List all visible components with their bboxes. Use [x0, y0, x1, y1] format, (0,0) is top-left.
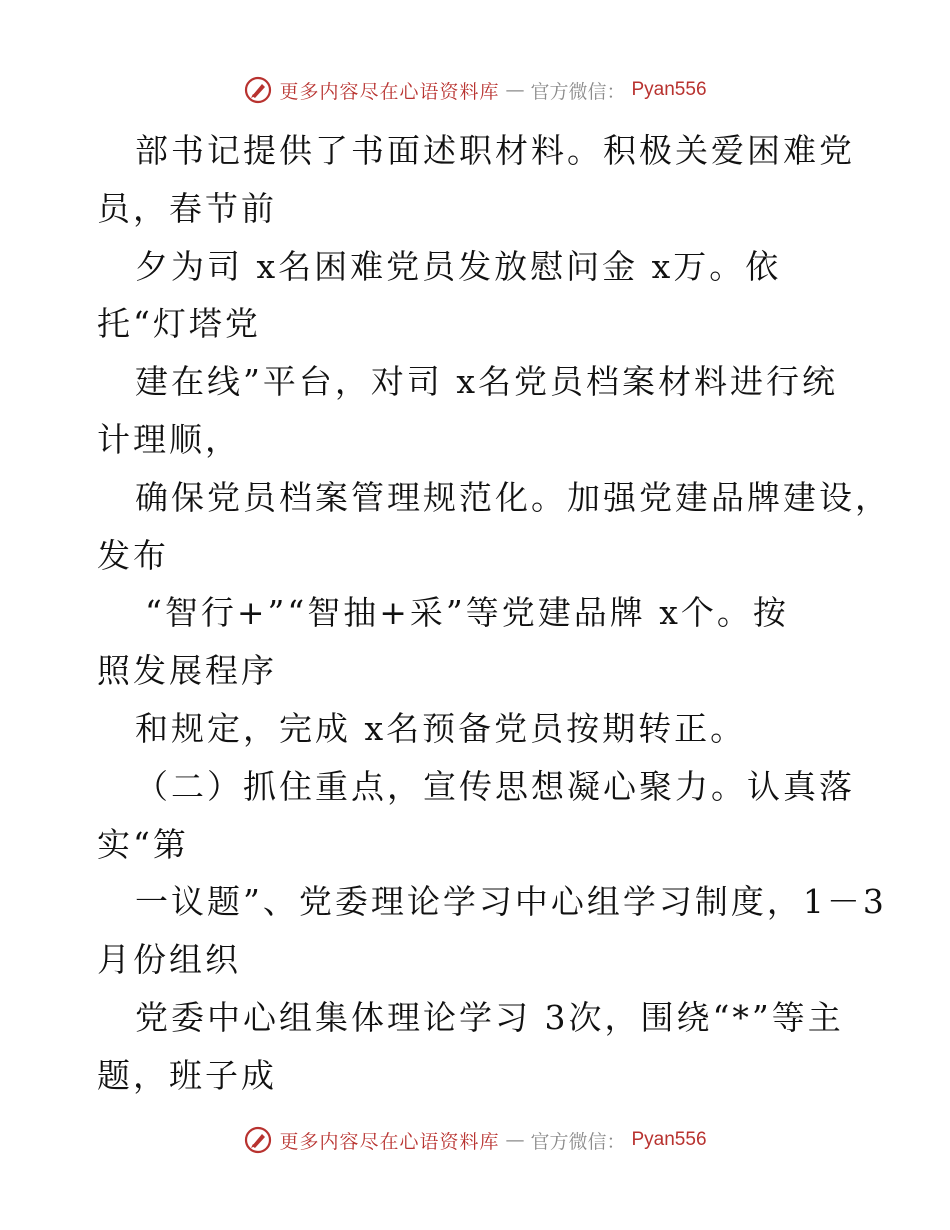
- body-line: 一议题”、党委理论学习中心组学习制度，1－3: [135, 882, 887, 922]
- pen-nib-logo-icon: [243, 75, 273, 105]
- banner-slogan: 更多内容尽在心语资料库: [279, 80, 500, 103]
- body-line: 实“第: [97, 824, 189, 864]
- header-banner: [0, 72, 950, 108]
- body-line: 建在线”平台，对司 x名党员档案材料进行统: [135, 362, 838, 402]
- body-line: 计理顺，: [97, 419, 241, 459]
- body-line: 月份组织: [97, 940, 241, 980]
- banner-official-label: 官方微信：: [530, 1130, 626, 1153]
- banner-wechat-id: Pyan556: [631, 79, 707, 100]
- banner-separator: —: [505, 79, 525, 101]
- section-heading-line: （二）抓住重点，宣传思想凝心聚力。认真落: [135, 766, 855, 806]
- banner-official-label: 官方微信：: [530, 80, 626, 103]
- body-line: 和规定，完成 x名预备党员按期转正。: [135, 708, 747, 748]
- document-body: [97, 122, 891, 1105]
- banner-wechat-id: Pyan556: [631, 1129, 707, 1150]
- body-line: 夕为司 x名困难党员发放慰问金 x万。依: [135, 246, 782, 286]
- body-line: 托“灯塔党: [97, 304, 261, 344]
- footer-banner: [0, 1122, 950, 1158]
- body-line: 党委中心组集体理论学习 3次，围绕“*”等主: [135, 997, 844, 1037]
- body-line: 部书记提供了书面述职材料。积极关爱困难党: [135, 131, 855, 170]
- body-line: “智行+”“智抽+采”等党建品牌 x个。按: [145, 593, 789, 633]
- banner-separator: —: [505, 1129, 525, 1151]
- body-line: 员，春节前: [97, 188, 277, 228]
- pen-nib-logo-icon: [243, 1125, 273, 1155]
- body-line: 照发展程序: [97, 651, 277, 691]
- body-line: 确保党员档案管理规范化。加强党建品牌建设，: [135, 477, 891, 517]
- banner-slogan: 更多内容尽在心语资料库: [279, 1130, 500, 1153]
- body-line: 发布: [97, 535, 169, 575]
- body-line: 题，班子成: [97, 1055, 277, 1095]
